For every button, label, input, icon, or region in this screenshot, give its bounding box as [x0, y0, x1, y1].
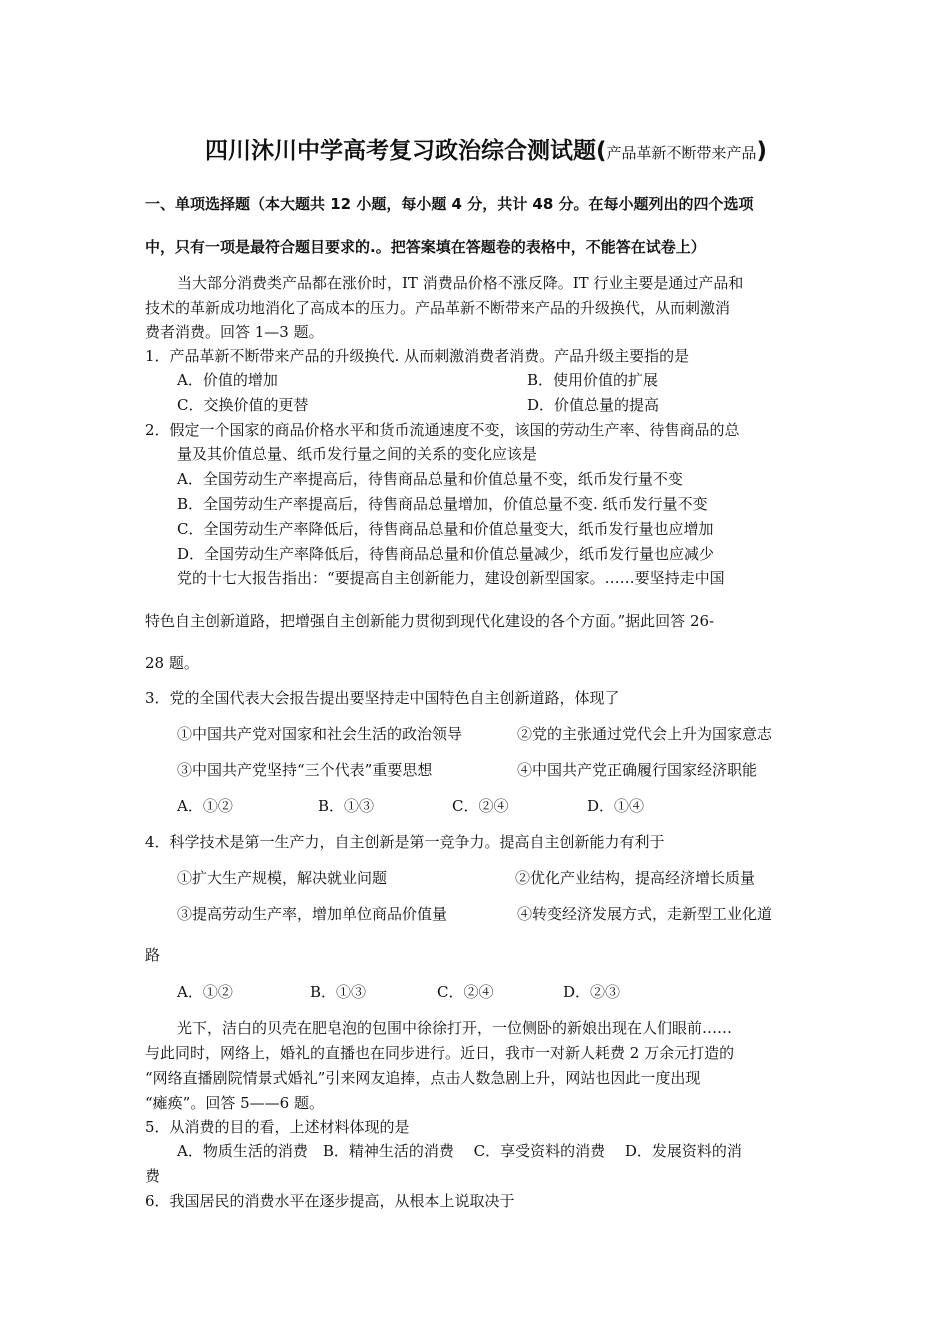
q4-item-4: ④转变经济发展方式，走新型工业化道 [517, 905, 773, 923]
q4-option-a: A．①② [177, 983, 233, 1001]
q4-option-c: C．②④ [437, 983, 494, 1001]
q1-option-b: B．使用价值的扩展 [527, 371, 659, 389]
passage3-line2: 与此同时，网络上，婚礼的直播也在同步进行。近日，我市一对新人耗费 2 万余元打造的 [145, 1044, 735, 1062]
q4-item-2: ②优化产业结构，提高经济增长质量 [515, 869, 756, 887]
q3-item-2: ②党的主张通过党代会上升为国家意志 [517, 725, 773, 743]
passage2-line3: 28 题。 [145, 654, 199, 672]
page-title [205, 136, 767, 168]
title-sub: 产品革新不断带来产品 [606, 144, 757, 162]
q5-options-wrap: 费 [145, 1167, 161, 1185]
passage3-line3: “网络直播剧院情景式婚礼”引来网友追捧，点击人数急剧上升，网站也因此一度出现 [145, 1069, 701, 1087]
q1-stem: 1．产品革新不断带来产品的升级换代. 从而刺激消费者消费。产品升级主要指的是 [145, 347, 690, 365]
q2-stem-line1: 2．假定一个国家的商品价格水平和货币流通速度不变，该国的劳动生产率、待售商品的总 [145, 421, 740, 439]
q6-stem: 6．我国居民的消费水平在逐步提高，从根本上说取决于 [145, 1192, 515, 1210]
q3-option-a: A．①② [177, 797, 233, 815]
passage3-line4: “瘫痪”。回答 5——6 题。 [145, 1094, 324, 1112]
q3-option-c: C．②④ [452, 797, 509, 815]
section-heading-line2: 中，只有一项是最符合题目要求的.。把答案填在答题卷的表格中，不能答在试卷上） [145, 238, 706, 256]
passage1-line3: 费者消费。回答 1—3 题。 [145, 323, 324, 341]
q4-item-1: ①扩大生产规模，解决就业问题 [177, 869, 388, 887]
q2-stem-line2: 量及其价值总量、纸币发行量之间的关系的变化应该是 [177, 445, 538, 463]
passage1-line1: 当大部分消费类产品都在涨价时，IT 消费品价格不涨反降。IT 行业主要是通过产品和 [177, 274, 744, 292]
q4-item-4-wrap: 路 [145, 946, 161, 964]
q3-option-b: B．①③ [318, 797, 375, 815]
q2-option-c: C．全国劳动生产率降低后，待售商品总量和价值总量变大，纸币发行量也应增加 [177, 520, 714, 538]
q4-option-b: B．①③ [310, 983, 367, 1001]
passage2-line1: 党的十七大报告指出：“要提高自主创新能力，建设创新型国家。……要坚持走中国 [177, 569, 725, 587]
title-close: ) [756, 138, 768, 164]
passage1-line2: 技术的革新成功地消化了高成本的压力。产品革新不断带来产品的升级换代，从而刺激消 [145, 299, 731, 317]
title-main: 四川沐川中学高考复习政治综合测试题( [205, 138, 607, 164]
q4-item-3: ③提高劳动生产率，增加单位商品价值量 [177, 905, 448, 923]
passage2-line2: 特色自主创新道路，把增强自主创新能力贯彻到现代化建设的各个方面。”据此回答 26- [145, 612, 715, 630]
q4-option-d: D．②③ [563, 983, 621, 1001]
q5-stem: 5．从消费的目的看，上述材料体现的是 [145, 1118, 410, 1136]
q2-option-a: A．全国劳动生产率提高后，待售商品总量和价值总量不变，纸币发行量不变 [177, 470, 683, 488]
passage3-line1: 光下，洁白的贝壳在肥皂泡的包围中徐徐打开，一位侧卧的新娘出现在人们眼前…… [177, 1019, 733, 1037]
q2-option-b: B．全国劳动生产率提高后，待售商品总量增加，价值总量不变. 纸币发行量不变 [177, 495, 708, 513]
q3-item-1: ①中国共产党对国家和社会生活的政治领导 [177, 725, 463, 743]
q5-options: A．物质生活的消费 B．精神生活的消费 C．享受资料的消费 D．发展资料的消 [177, 1142, 742, 1160]
q1-option-d: D．价值总量的提高 [527, 396, 660, 414]
section-heading-line1: 一、单项选择题（本大题共 12 小题，每小题 4 分，共计 48 分。在每小题列出的四个选项 [145, 195, 754, 213]
q2-option-d: D．全国劳动生产率降低后，待售商品总量和价值总量减少，纸币发行量也应减少 [177, 545, 715, 563]
q3-item-3: ③中国共产党坚持“三个代表”重要思想 [177, 761, 433, 779]
q3-stem: 3．党的全国代表大会报告提出要坚持走中国特色自主创新道路，体现了 [145, 689, 620, 707]
q3-option-d: D．①④ [587, 797, 645, 815]
q4-stem: 4．科学技术是第一生产力，自主创新是第一竞争力。提高自主创新能力有利于 [145, 833, 665, 851]
q1-option-a: A．价值的增加 [177, 371, 278, 389]
q3-item-4: ④中国共产党正确履行国家经济职能 [517, 761, 758, 779]
q1-option-c: C．交换价值的更替 [177, 396, 309, 414]
